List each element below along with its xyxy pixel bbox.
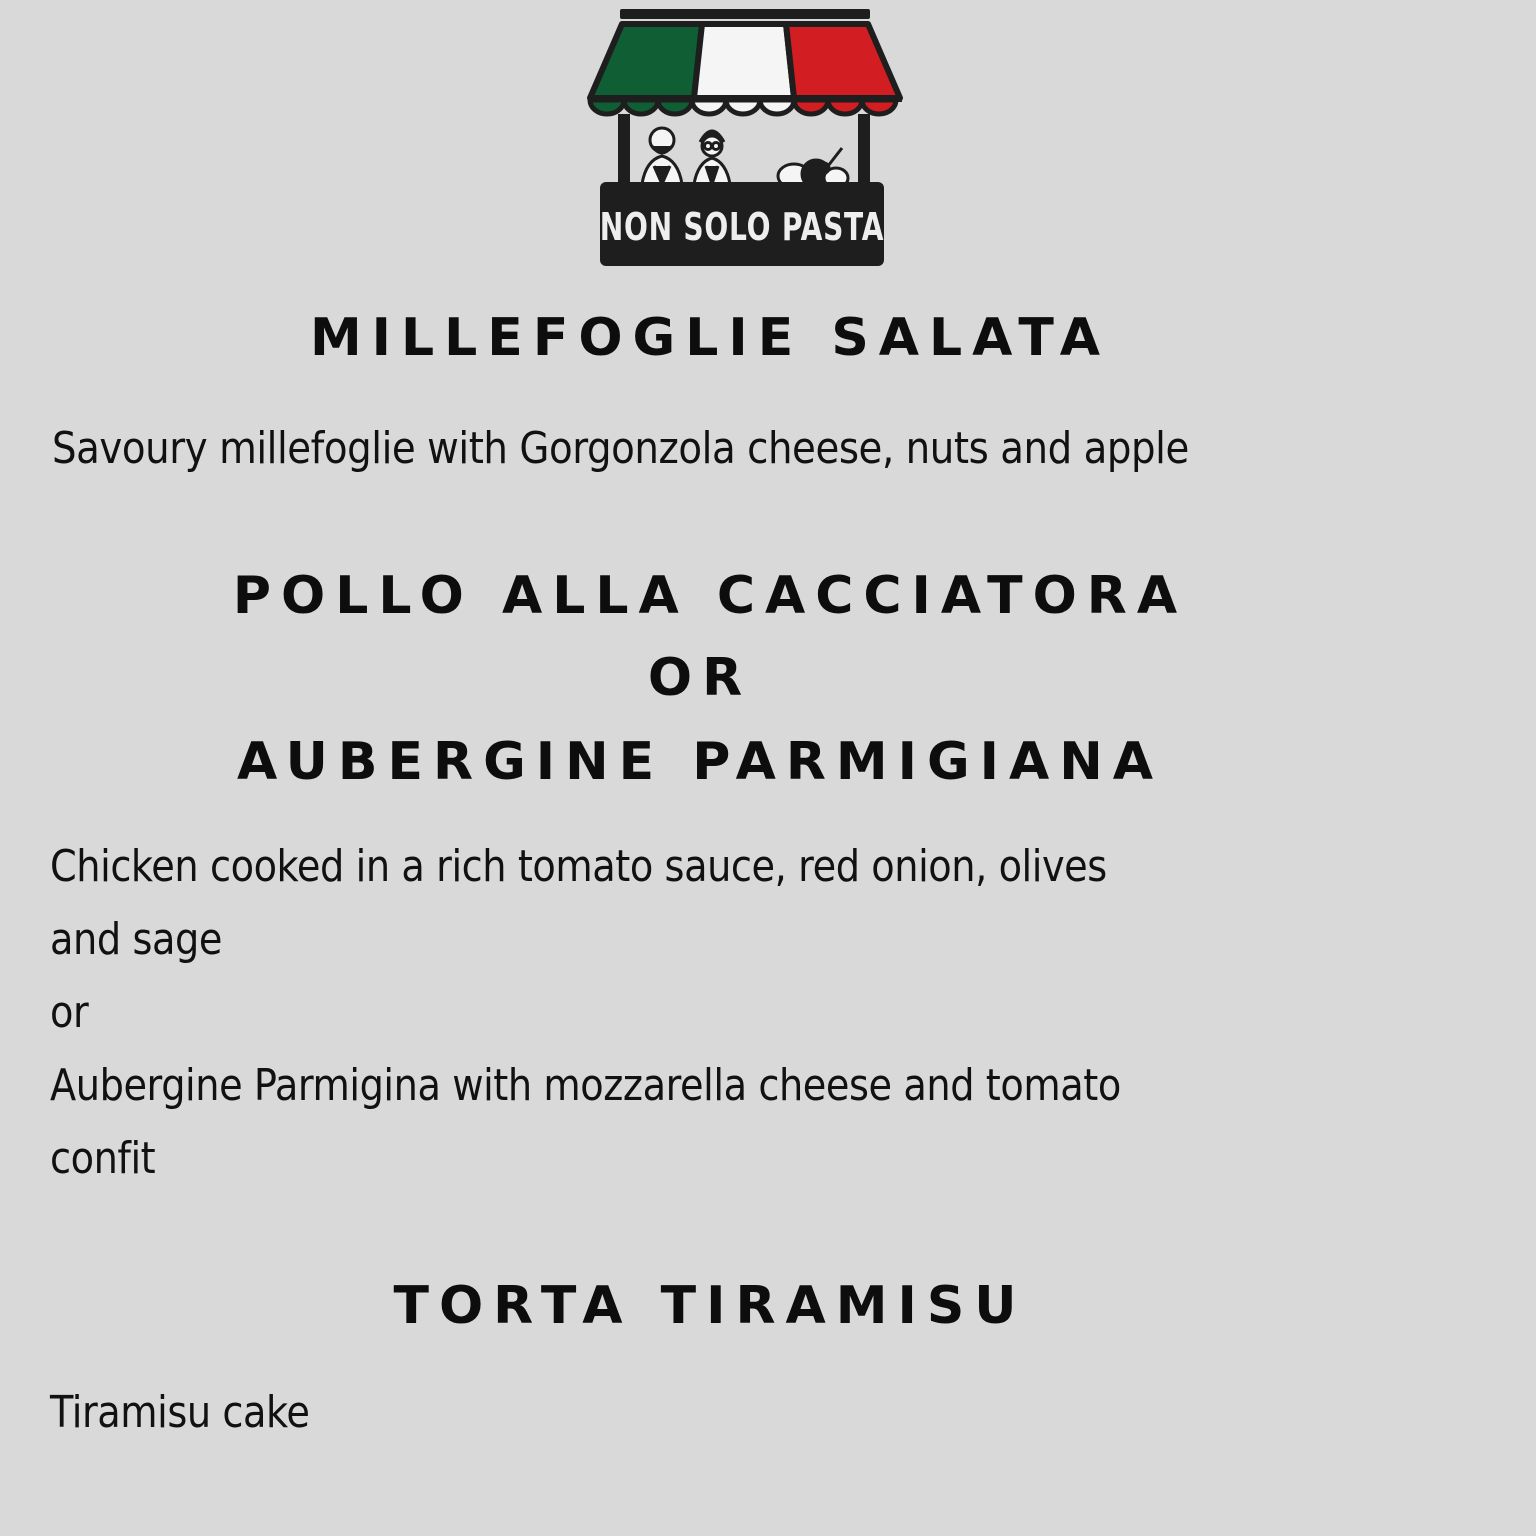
- vendor-man-icon: [642, 128, 682, 184]
- main-description-line-4: confit: [50, 1133, 156, 1184]
- main-title-1: POLLO ALLA CACCIATORA: [232, 566, 1188, 626]
- starter-title: MILLEFOGLIE SALATA: [309, 308, 1111, 368]
- awning-icon: [588, 24, 902, 114]
- main-description-line-3: Aubergine Parmigina with mozzarella cheese and tomato: [50, 1060, 1121, 1111]
- logo-non-solo-pasta: [584, 6, 906, 268]
- stall-post-right: [858, 114, 870, 190]
- main-title-separator: OR: [647, 648, 753, 708]
- dessert-description: Tiramisu cake: [50, 1387, 310, 1438]
- starter-description: Savoury millefoglie with Gorgonzola cheese, nuts and apple: [52, 423, 1189, 474]
- awning-top-bar: [620, 9, 870, 19]
- stall-post-left: [618, 114, 630, 190]
- main-description-line-1: Chicken cooked in a rich tomato sauce, red onion, olives: [50, 841, 1107, 892]
- main-description-or: or: [50, 987, 89, 1038]
- main-title-2: AUBERGINE PARMIGIANA: [237, 732, 1163, 792]
- main-description-line-2: and sage: [50, 914, 222, 965]
- logo-name-text: NON SOLO PASTA: [599, 204, 885, 250]
- vendor-woman-icon: [694, 131, 730, 184]
- dessert-title: TORTA TIRAMISU: [393, 1276, 1027, 1336]
